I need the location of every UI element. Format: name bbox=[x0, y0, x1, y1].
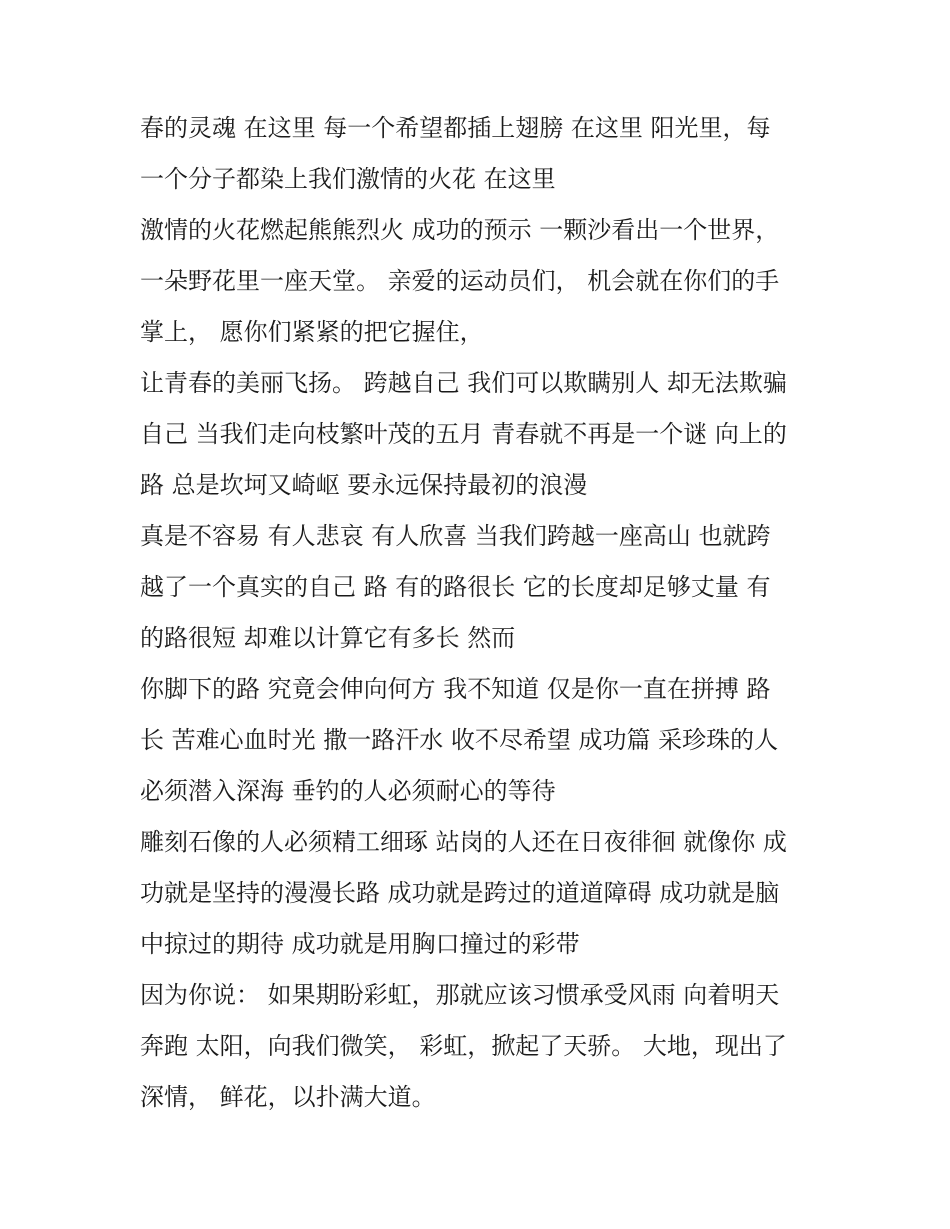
text-line: 必须潜入深海 垂钓的人必须耐心的等待 bbox=[140, 777, 556, 805]
text-line: 真是不容易 有人悲哀 有人欣喜 当我们跨越一座高山 也就跨 bbox=[140, 522, 771, 550]
text-line: 一朵野花里一座天堂。 亲爱的运动员们， 机会就在你们的手 bbox=[140, 267, 780, 295]
text-line: 路 总是坎坷又崎岖 要永远保持最初的浪漫 bbox=[140, 471, 588, 499]
text-line: 一个分子都染上我们激情的火花 在这里 bbox=[140, 165, 556, 193]
text-line: 长 苦难心血时光 撒一路汗水 收不尽希望 成功篇 采珍珠的人 bbox=[140, 726, 779, 754]
text-line: 激情的火花燃起熊熊烈火 成功的预示 一颗沙看出一个世界， bbox=[140, 216, 780, 244]
text-line: 深情， 鲜花，以扑满大道。 bbox=[140, 1083, 436, 1111]
text-line: 因为你说： 如果期盼彩虹，那就应该习惯承受风雨 向着明天 bbox=[140, 981, 780, 1009]
text-line: 的路很短 却难以计算它有多长 然而 bbox=[140, 624, 516, 652]
text-line: 让青春的美丽飞扬。 跨越自己 我们可以欺瞒别人 却无法欺骗 bbox=[140, 369, 787, 397]
text-line: 功就是坚持的漫漫长路 成功就是跨过的道道障碍 成功就是脑 bbox=[140, 879, 780, 907]
text-line: 春的灵魂 在这里 每一个希望都插上翅膀 在这里 阳光里，每 bbox=[140, 114, 771, 142]
text-line: 你脚下的路 究竟会伸向何方 我不知道 仅是你一直在拼搏 路 bbox=[140, 675, 771, 703]
text-line: 奔跑 太阳，向我们微笑， 彩虹，掀起了天骄。 大地，现出了 bbox=[140, 1032, 787, 1060]
text-line: 雕刻石像的人必须精工细琢 站岗的人还在日夜徘徊 就像你 成 bbox=[140, 828, 787, 856]
text-line: 自己 当我们走向枝繁叶茂的五月 青春就不再是一个谜 向上的 bbox=[140, 420, 787, 448]
text-line: 越了一个真实的自己 路 有的路很长 它的长度却足够丈量 有 bbox=[140, 573, 771, 601]
body-text bbox=[140, 103, 820, 1123]
text-line: 中掠过的期待 成功就是用胸口撞过的彩带 bbox=[140, 930, 580, 958]
text-line: 掌上， 愿你们紧紧的把它握住， bbox=[140, 318, 484, 346]
